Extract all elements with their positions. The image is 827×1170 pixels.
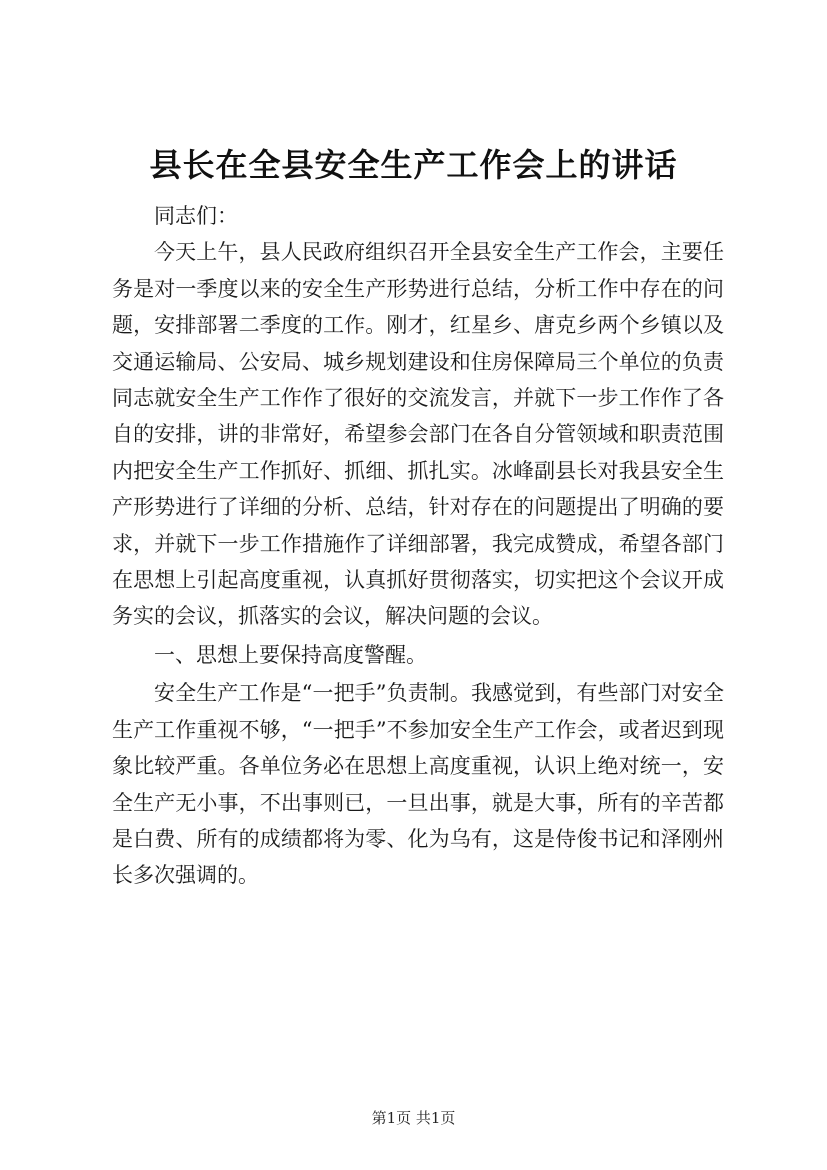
paragraph-intro: 今天上午，县人民政府组织召开全县安全生产工作会，主要任务是对一季度以来的安全生产形势进行总结，分析工作中存在的问题，安排部署二季度的工作。刚才，红星乡、唐克乡两个乡镇以及交通运输局、公安局、城乡规划建设和住房保障局三个单位的负责同志就安全生产工作作了很好的交流发言，并就下一步工作作了各自的安排，讲的非常好，希望参会部门在各自分管领域和职责范围内把安全生产工作抓好、抓细、抓扎实。冰峰副县长对我县安全生产形势进行了详细的分析、总结，针对存在的问题提出了明确的要求，并就下一步工作措施作了详细部署，我完成赞成，希望各部门在思想上引起高度重视，认真抓好贯彻落实，切实把这个会议开成务实的会议，抓落实的会议，解决问题的会议。 (112, 240, 724, 629)
document-body (112, 198, 724, 894)
page-footer: 第1页 共1页 (371, 1109, 456, 1127)
paragraph-responsibility: 安全生产工作是“一把手”负责制。我感觉到，有些部门对安全生产工作重视不够，“一把手”不参加安全生产工作会，或者迟到现象比较严重。各单位务必在思想上高度重视，认识上绝对统一，安全生产无小事，不出事则已，一旦出事，就是大事，所有的辛苦都是白费、所有的成绩都将为零、化为乌有，这是侍俊书记和泽刚州长多次强调的。 (112, 681, 724, 888)
document-title: 县长在全县安全生产工作会上的讲话 (149, 146, 678, 184)
section-heading: 一、思想上要保持高度警醒。 (154, 642, 427, 667)
salutation: 同志们： (154, 204, 238, 228)
